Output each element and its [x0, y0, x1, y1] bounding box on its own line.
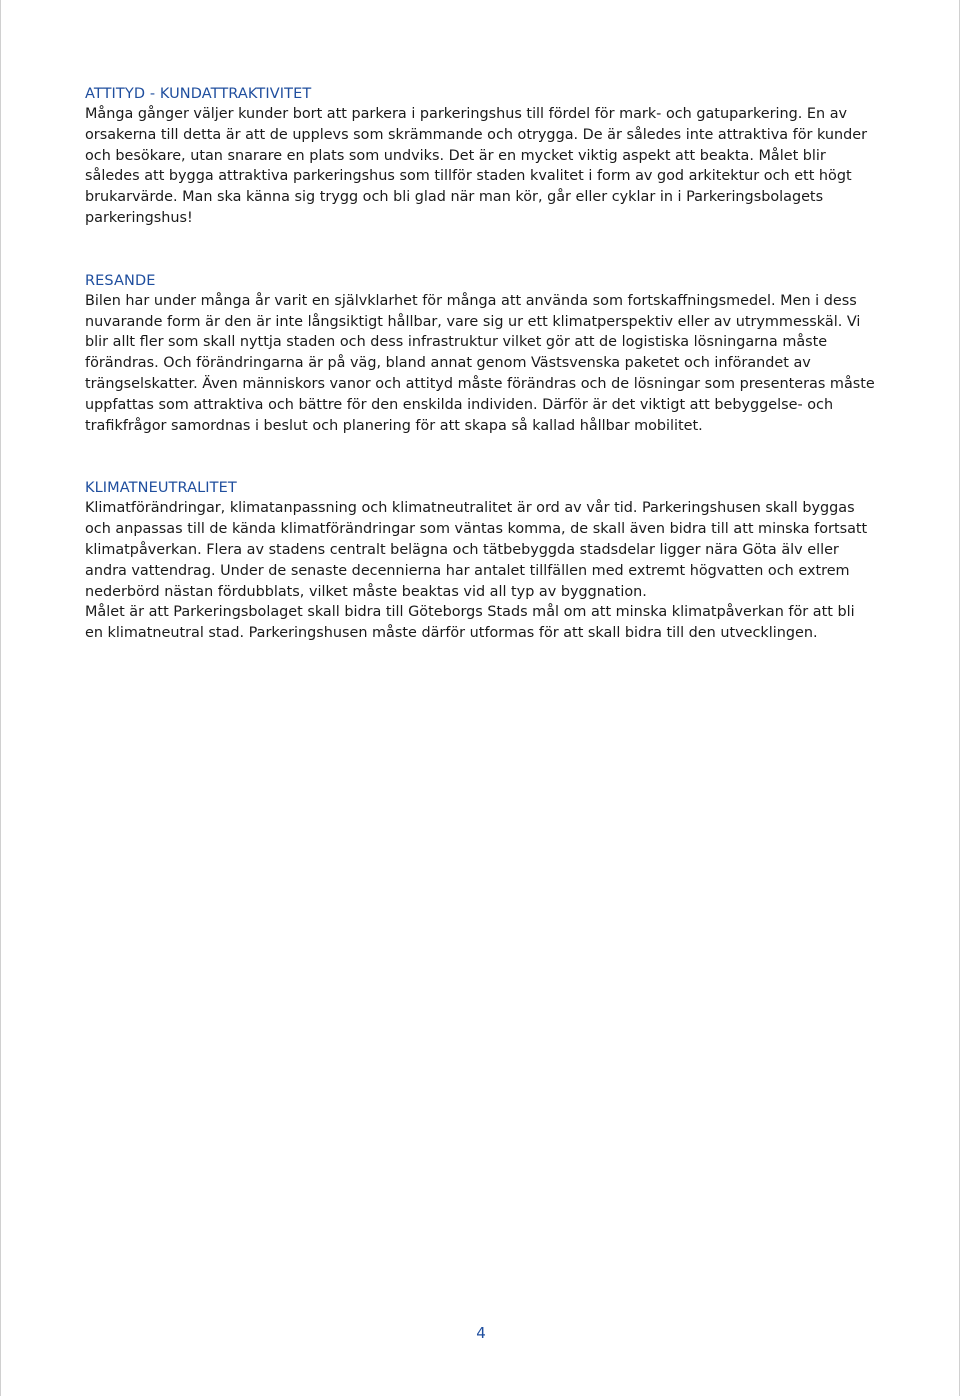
page-content [85, 84, 875, 644]
section-heading-resande: RESANDE [85, 272, 156, 289]
section-klimatneutralitet [85, 478, 875, 644]
section-heading-attityd: ATTITYD - KUNDATTRAKTIVITET [85, 86, 312, 102]
section-attityd [85, 84, 875, 229]
page-number: 4 [476, 1324, 486, 1342]
section-paragraph-klimat-1: Klimatförändringar, klimatanpassning och klimatneutralitet är ord av vår tid. Parkeringshusen skall byggas och anpassas till de kända klimatförändringar som väntas komma, de skall även bidra till att minska fortsatt klimatpåverkan. Flera av stadens centralt belägna och tätbebyggda stadsdelar ligger nära Göta älv eller andra vattendrag. Under de senaste decennierna har antalet tillfällen med extremt högvatten och extrem nederbörd nästan fördubblats, vilket måste beaktas vid all typ av byggnation. [85, 500, 868, 600]
section-paragraph-klimat-2: Målet är att Parkeringsbolaget skall bidra till Göteborgs Stads mål om att minska klimatpåverkan för att bli en klimatneutral stad. Parkeringshusen måste därför utformas för att skall bidra till den utvecklingen. [85, 604, 855, 642]
section-paragraph-attityd: Många gånger väljer kunder bort att parkera i parkeringshus till fördel för mark- och gatuparkering. En av orsakerna till detta är att de upplevs som skrämmande och otrygga. De är således inte attraktiva för kunder och besökare, utan snarare en plats som undviks. Det är en mycket viktig aspekt att beakta. Målet blir således att bygga attraktiva parkeringshus som tillför staden kvalitet i form av god arkitektur och ett högt brukarvärde. Man ska känna sig trygg och bli glad när man kör, går eller cyklar in i Parkeringsbolagets parkeringshus! [85, 106, 868, 226]
section-heading-klimatneutralitet: KLIMATNEUTRALITET [85, 480, 237, 497]
section-resande [85, 271, 875, 437]
section-paragraph-resande: Bilen har under många år varit en självklarhet för många att använda som fortskaffningsmedel. Men i dess nuvarande form är den är inte långsiktigt hållbar, vare sig ur ett klimatperspektiv eller av utrymmesskäl. Vi blir allt fler som skall nyttja staden och dess infrastruktur vilket gör att de logistiska lösningarna måste förändras. Och förändringarna är på väg, bland annat genom Västsvenska paketet och införandet av trängselskatter. Även människors vanor och attityd måste förändras och de lösningar som presenteras måste uppfattas som attraktiva och bättre för den enskilda individen. Därför är det viktigt att bebyggelse- och trafikfrågor samordnas i beslut och planering för att skapa så kallad hållbar mobilitet. [85, 292, 875, 434]
